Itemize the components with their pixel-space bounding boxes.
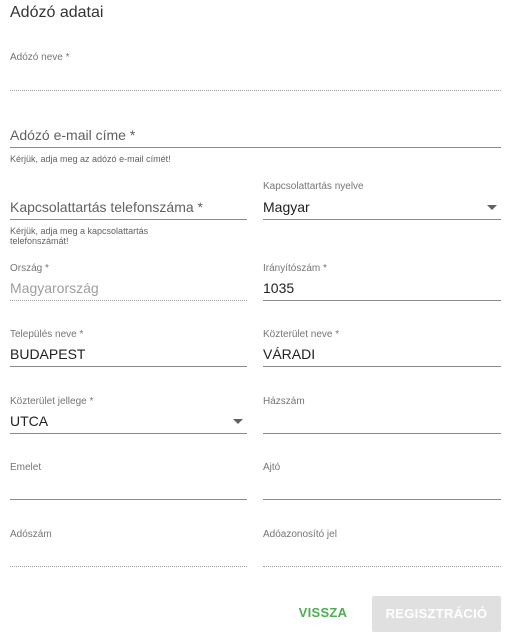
street-type-select[interactable] — [10, 396, 247, 436]
postcode-field[interactable] — [263, 263, 501, 303]
door-field[interactable] — [263, 462, 501, 502]
street-name-field[interactable] — [263, 329, 501, 369]
taxpayer-email-hint: Kérjük, adja meg az adózó e-mail címét! — [10, 154, 171, 164]
tax-id-field — [263, 529, 501, 569]
postcode-value: 1035 — [263, 280, 295, 296]
page-title: Adózó adatai — [10, 4, 104, 21]
door-underline — [263, 499, 501, 500]
taxpayer-name-underline — [10, 90, 501, 91]
street-type-label: Közterület jellege * — [10, 396, 94, 407]
taxpayer-email-placeholder: Adózó e-mail címe * — [10, 127, 136, 143]
tax-id-label: Adóazonosító jel — [263, 529, 337, 540]
register-button[interactable]: REGISZTRÁCIÓ — [372, 596, 501, 632]
country-value: Magyarország — [10, 280, 99, 296]
house-number-field[interactable] — [263, 396, 501, 436]
chevron-down-icon — [233, 419, 243, 424]
postcode-label: Irányítószám * — [263, 263, 327, 274]
city-field[interactable] — [10, 329, 247, 369]
street-type-underline — [10, 433, 247, 434]
street-name-value: VÁRADI — [263, 346, 316, 362]
house-number-label: Házszám — [263, 396, 305, 407]
street-type-value: UTCA — [10, 413, 49, 429]
tax-number-underline — [10, 566, 247, 567]
contact-phone-placeholder: Kapcsolattartás telefonszáma * — [10, 199, 203, 215]
tax-id-underline — [263, 566, 501, 567]
taxpayer-name-field[interactable] — [10, 52, 501, 94]
street-name-label: Közterület neve * — [263, 329, 340, 340]
contact-language-underline — [263, 219, 501, 220]
tax-number-label: Adószám — [10, 529, 52, 540]
city-underline — [10, 366, 247, 367]
taxpayer-email-underline — [10, 147, 501, 148]
floor-field[interactable] — [10, 462, 247, 502]
contact-phone-field[interactable] — [10, 198, 247, 250]
postcode-underline — [263, 300, 501, 301]
contact-language-value: Magyar — [263, 199, 310, 215]
house-number-underline — [263, 433, 501, 434]
contact-phone-hint-line2: telefonszámát! — [10, 236, 69, 246]
contact-phone-underline — [10, 219, 247, 220]
chevron-down-icon — [487, 205, 497, 210]
contact-language-label: Kapcsolattartás nyelve — [263, 181, 364, 192]
taxpayer-name-label: Adózó neve * — [10, 52, 70, 63]
door-label: Ajtó — [263, 462, 281, 473]
country-underline — [10, 300, 247, 301]
floor-underline — [10, 499, 247, 500]
back-button[interactable]: VISSZA — [298, 605, 348, 620]
contact-language-select[interactable] — [263, 181, 501, 221]
contact-phone-hint-line1: Kérjük, adja meg a kapcsolattartás — [10, 226, 149, 236]
country-field — [10, 263, 247, 303]
street-name-underline — [263, 366, 501, 367]
city-label: Település neve * — [10, 329, 84, 340]
tax-number-field — [10, 529, 247, 569]
city-value: BUDAPEST — [10, 346, 86, 362]
country-label: Ország * — [10, 263, 49, 274]
floor-label: Emelet — [10, 462, 42, 473]
taxpayer-email-field[interactable] — [10, 126, 501, 170]
